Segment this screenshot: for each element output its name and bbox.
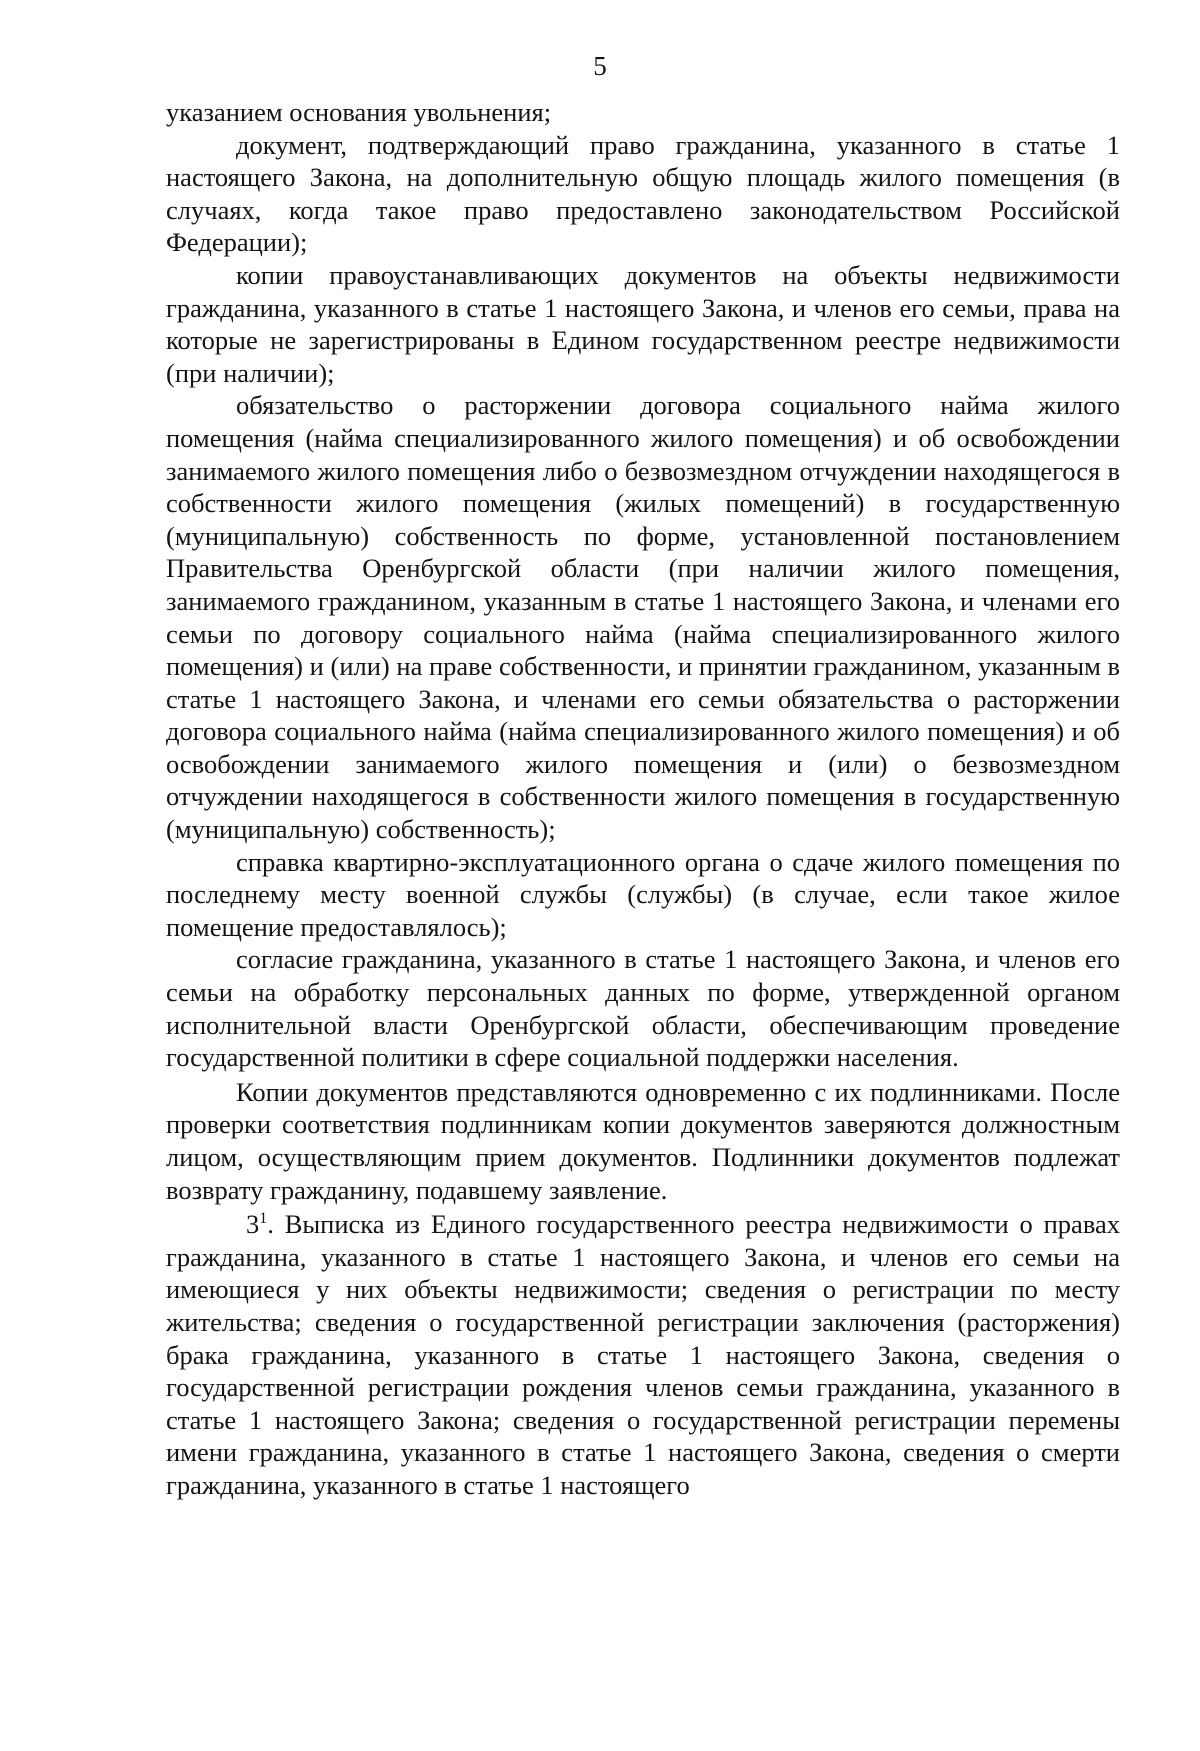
clause-separator: . [267,1209,274,1240]
paragraph-dismissal-reason: указанием основания увольнения; [166,97,552,127]
paragraph-housing-surrender-certificate: справка квартирно-эксплуатационного органа о сдаче жилого помещения по последнему месту военной службы (службы) (в случае, если такое жилое помещение предоставлялось); [166,846,1120,942]
paragraph-title-documents-copies: копии правоустанавливающих документов на объекты недвижимости гражданина, указанного в статье 1 настоящего Закона, и членов его семьи, права на которые не зарегистрированы в Едином государственном реестре недвижимости (при наличии); [166,259,1120,388]
clause-superscript: 1 [259,1210,268,1228]
document-body [166,96,1120,1502]
paragraph-personal-data-consent: согласие гражданина, указанного в статье 1 настоящего Закона, и членов его семьи на обработку персональных данных по форме, утвержденной органом исполнительной власти Оренбургской области, обеспечивающим проведение государственной политики в сфере социальной поддержки населения. [166,944,1120,1073]
clause-number: 3 [246,1209,260,1240]
clause-text: Выписка из Единого государственного реестра недвижимости о правах гражданина, указанного в статье 1 настоящего Закона, и членов его семьи на имеющиеся у них объекты недвижимости; сведения о регистрации по месту жительства; сведения о государственной регистрации заключения (расторжения) брака гражданина, указанного в статье 1 настоящего Закона, сведения о государственной регистрации рождения членов семьи гражданина, указанного в статье 1 настоящего Закона; сведения о государственной регистрации перемены имени гражданина, указанного в статье 1 настоящего Закона, сведения о смерти гражданина, указанного в статье 1 настоящего [166,1209,1120,1500]
paragraph-copies-verification: Копии документов представляются одновременно с их подлинниками. После проверки соответствия подлинникам копии документов заверяются должностным лицом, осуществляющим прием документов. Подлинники документов подлежат возврату гражданину, подавшему заявление. [166,1076,1120,1205]
paragraph-clause-3-1 [166,1208,1120,1501]
paragraph-lease-termination-obligation: обязательство о расторжении договора социального найма жилого помещения (найма специализированного жилого помещения) и об освобождении занимаемого жилого помещения либо о безвозмездном отчуждении находящегося в собственности жилого помещения (жилых помещений) в государственную (муниципальную) собственность по форме, установленной постановлением Правительства Оренбургской области (при наличии жилого помещения, занимаемого гражданином, указанным в статье 1 настоящего Закона, и членами его семьи по договору социального найма (найма специализированного жилого помещения) и (или) на праве собственности, и принятии гражданином, указанным в статье 1 настоящего Закона, и членами его семьи обязательства о расторжении договора социального найма (найма специализированного жилого помещения) и об освобождении занимаемого жилого помещения и (или) о безвозмездном отчуждении находящегося в собственности жилого помещения в государственную (муниципальную) собственность); [166,390,1120,845]
paragraph-additional-area-document: документ, подтверждающий право гражданина, указанного в статье 1 настоящего Закона, на дополнительную общую площадь жилого помещения (в случаях, когда такое право предоставлено законодательством Российской Федерации); [166,129,1120,258]
page-number: 5 [593,51,607,81]
